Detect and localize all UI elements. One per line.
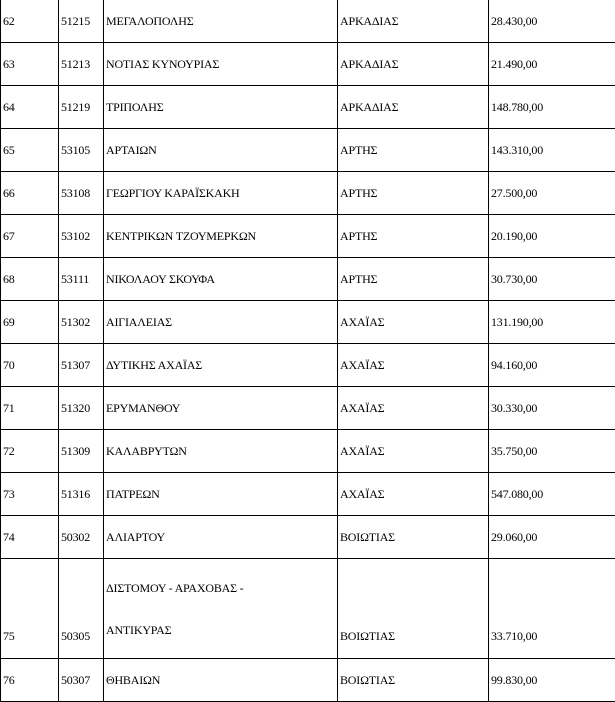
prefecture-name: ΑΧΑΪΑΣ [338,387,489,430]
municipality-name: ΠΑΤΡΕΩΝ [104,473,338,516]
municipality-code: 51219 [59,86,104,129]
table-row [1,43,615,86]
amount-value: 143.310,00 [489,129,615,172]
amount-value: 99.830,00 [489,659,615,702]
prefecture-name: ΑΡΤΗΣ [338,172,489,215]
municipality-code: 50302 [59,516,104,559]
amount-value: 30.730,00 [489,258,615,301]
table-row [1,129,615,172]
row-number: 70 [1,344,59,387]
row-number: 71 [1,387,59,430]
table-row [1,659,615,702]
amount-value: 35.750,00 [489,430,615,473]
municipality-code: 51307 [59,344,104,387]
row-number: 74 [1,516,59,559]
municipality-code: 51302 [59,301,104,344]
amount-value: 28.430,00 [489,0,615,43]
municipality-name: ΘΗΒΑΙΩΝ [104,659,338,702]
municipality-name: ΚΑΛΑΒΡΥΤΩΝ [104,430,338,473]
amount-value: 547.080,00 [489,473,615,516]
prefecture-name: ΑΧΑΪΑΣ [338,344,489,387]
municipality-name [104,559,338,659]
table-row [1,172,615,215]
table-row [1,430,615,473]
row-number: 65 [1,129,59,172]
table-row [1,301,615,344]
municipality-name: ΜΕΓΑΛΟΠΟΛΗΣ [104,0,338,43]
table-body [1,0,615,702]
municipality-name: ΑΙΓΙΑΛΕΙΑΣ [104,301,338,344]
amount-value: 21.490,00 [489,43,615,86]
table-row [1,473,615,516]
municipality-code: 53105 [59,129,104,172]
amount-value: 94.160,00 [489,344,615,387]
row-number: 68 [1,258,59,301]
table-row [1,86,615,129]
prefecture-name: ΑΡΚΑΔΙΑΣ [338,43,489,86]
row-number: 69 [1,301,59,344]
municipality-code: 53111 [59,258,104,301]
municipality-code: 50305 [59,559,104,659]
prefecture-name: ΑΡΤΗΣ [338,129,489,172]
municipality-name: ΔΥΤΙΚΗΣ ΑΧΑΪΑΣ [104,344,338,387]
prefecture-name: ΑΡΚΑΔΙΑΣ [338,0,489,43]
municipality-name: ΤΡΙΠΟΛΗΣ [104,86,338,129]
municipality-name: ΓΕΩΡΓΙΟΥ ΚΑΡΑΪΣΚΑΚΗ [104,172,338,215]
prefecture-name: ΑΧΑΪΑΣ [338,430,489,473]
prefecture-name: ΒΟΙΩΤΙΑΣ [338,659,489,702]
table-row [1,559,615,659]
amount-value: 131.190,00 [489,301,615,344]
row-number: 66 [1,172,59,215]
prefecture-name: ΑΡΤΗΣ [338,215,489,258]
amount-value: 27.500,00 [489,172,615,215]
municipality-name-text: ΔΙΣΤΟΜΟΥ - ΑΡΑΧΟΒΑΣ - ΑΝΤΙΚΥΡΑΣ [106,567,276,651]
municipality-code: 50307 [59,659,104,702]
table-row [1,258,615,301]
amount-value: 30.330,00 [489,387,615,430]
municipality-name: ΑΡΤΑΙΩΝ [104,129,338,172]
row-number: 76 [1,659,59,702]
table-row [1,0,615,43]
row-number: 64 [1,86,59,129]
prefecture-name: ΑΧΑΪΑΣ [338,301,489,344]
municipality-code: 51215 [59,0,104,43]
row-number: 73 [1,473,59,516]
amount-value: 148.780,00 [489,86,615,129]
municipality-code: 51213 [59,43,104,86]
prefecture-name: ΑΧΑΪΑΣ [338,473,489,516]
municipality-code: 53102 [59,215,104,258]
amount-value: 29.060,00 [489,516,615,559]
table-row [1,344,615,387]
municipality-name: ΚΕΝΤΡΙΚΩΝ ΤΖΟΥΜΕΡΚΩΝ [104,215,338,258]
amount-value: 33.710,00 [489,559,615,659]
prefecture-name: ΒΟΙΩΤΙΑΣ [338,559,489,659]
row-number: 62 [1,0,59,43]
municipality-name: ΕΡΥΜΑΝΘΟΥ [104,387,338,430]
municipality-code: 53108 [59,172,104,215]
row-number: 63 [1,43,59,86]
prefecture-name: ΑΡΤΗΣ [338,258,489,301]
prefecture-name: ΒΟΙΩΤΙΑΣ [338,516,489,559]
municipality-code: 51316 [59,473,104,516]
municipality-name: ΝΙΚΟΛΑΟΥ ΣΚΟΥΦΑ [104,258,338,301]
municipality-name: ΝΟΤΙΑΣ ΚΥΝΟΥΡΙΑΣ [104,43,338,86]
table-row [1,516,615,559]
prefecture-name: ΑΡΚΑΔΙΑΣ [338,86,489,129]
table-row [1,215,615,258]
row-number: 75 [1,559,59,659]
row-number: 67 [1,215,59,258]
municipality-code: 51320 [59,387,104,430]
table-row [1,387,615,430]
row-number: 72 [1,430,59,473]
amount-value: 20.190,00 [489,215,615,258]
municipality-name: ΑΛΙΑΡΤΟΥ [104,516,338,559]
municipality-code: 51309 [59,430,104,473]
